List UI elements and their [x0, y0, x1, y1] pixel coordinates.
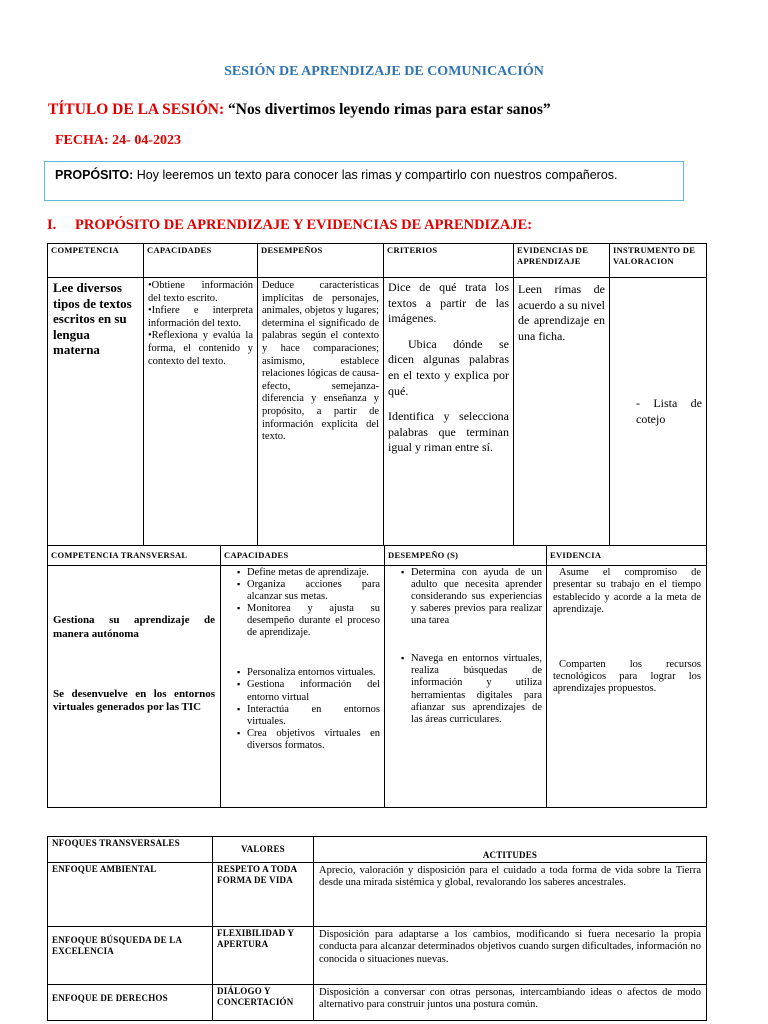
capacidad-transversal-item: ▪ Crea objetivos virtuales en diversos formatos.: [247, 728, 380, 752]
desempeno-transversal-item: ▪ Determina con ayuda de un adulto que necesita aprender considerando sus experiencias y saberes previos para realizar una tarea: [411, 567, 542, 627]
header-evidencias: EVIDENCIAS DE APRENDIZAJE: [514, 244, 610, 278]
evidencia-cell: Leen rimas de acuerdo a su nivel de aprendizaje en una ficha.: [514, 278, 610, 546]
capacidad-item: •Infiere e interpreta información del texto.: [148, 305, 253, 329]
valor-cell: FLEXIBILIDAD Y APERTURA: [213, 927, 314, 985]
table-row: [48, 927, 707, 985]
header-enfoques: NFOQUES TRANSVERSALES: [48, 837, 213, 863]
capacidad-item: •Obtiene información del texto escrito.: [148, 280, 253, 304]
competencia-transversal-item: Gestiona su aprendizaje de manera autónoma: [53, 614, 215, 640]
criterio-item: Identifica y selecciona palabras que terminan igual y riman entre sí.: [388, 409, 509, 455]
purpose-box: [44, 161, 684, 201]
valor-cell: DIÁLOGO Y CONCERTACIÓN: [213, 985, 314, 1021]
criterio-item: Dice de qué trata los textos a partir de las imágenes.: [388, 280, 509, 326]
header-criterios: CRITERIOS: [384, 244, 514, 278]
valor-cell: RESPETO A TODA FORMA DE VIDA: [213, 863, 314, 927]
competencia-transversal-item: Se desenvuelve en los entornos virtuales generados por las TIC: [53, 687, 215, 714]
header-capacidades-transversal: CAPACIDADES: [221, 546, 385, 566]
header-desempeno-transversal: DESEMPEÑO (S): [385, 546, 547, 566]
desempeno-transversal-item: ▪ Navega en entornos virtuales, realiza búsquedas de información y utiliza herramientas digitales para afianzar sus aprendizajes de las áreas curriculares.: [411, 653, 542, 725]
section-heading: [47, 217, 532, 234]
capacidad-item: •Reflexiona y evalúa la forma, el contenido y contexto del texto.: [148, 330, 253, 367]
header-competencia: COMPETENCIA: [48, 244, 144, 278]
enfoque-cell: ENFOQUE BÚSQUEDA DE LA EXCELENCIA: [48, 927, 213, 985]
capacidad-transversal-item: ▪ Define metas de aprendizaje.: [247, 567, 380, 579]
evidencias-transversales-cell: [547, 566, 707, 808]
header-competencia-transversal: COMPETENCIA TRANSVERSAL: [48, 546, 221, 566]
enfoque-cell: ENFOQUE AMBIENTAL: [48, 863, 213, 927]
capacidad-transversal-item: ▪ Personaliza entornos virtuales.: [247, 667, 380, 679]
header-actitudes: ACTITUDES: [314, 837, 707, 863]
header-desempenos: DESEMPEÑOS: [258, 244, 384, 278]
purpose-text: Hoy leeremos un texto para conocer las rimas y compartirlo con nuestros compañeros.: [136, 168, 618, 182]
capacidades-cell: [144, 278, 258, 546]
evidencia-transversal-item: Asume el compromiso de presentar su trabajo en el tiempo establecido y acorde a la meta de aprendizaje.: [553, 567, 701, 616]
table-row: [48, 863, 707, 927]
document-title: SESIÓN DE APRENDIZAJE DE COMUNICACIÓN: [224, 64, 544, 79]
approaches-table: [47, 836, 707, 1021]
enfoque-cell: ENFOQUE DE DERECHOS: [48, 985, 213, 1021]
section-number: I.: [47, 217, 57, 233]
actitud-cell: Aprecio, valoración y disposición para el cuidado a toda forma de vida sobre la Tierra desde una mirada sistémica y global, revalorando los saberes ancestrales.: [314, 863, 707, 927]
header-instrumento: INSTRUMENTO DE VALORACION: [610, 244, 707, 278]
instrumento-cell: - Lista de cotejo: [610, 278, 707, 546]
evidencia-transversal-item: Comparten los recursos tecnológicos para lograr los aprendizajes propuestos.: [553, 658, 701, 695]
criterio-item: Ubica dónde se dicen algunas palabras en el texto y explica por qué.: [388, 336, 509, 398]
capacidad-transversal-item: ▪ Gestiona información del entorno virtual: [247, 679, 380, 703]
session-title: [48, 101, 551, 119]
section-title: PROPÓSITO DE APRENDIZAJE Y EVIDENCIAS DE APRENDIZAJE:: [75, 217, 533, 233]
capacidades-transversales-cell: [221, 566, 385, 808]
competencias-transversales-cell: [48, 566, 221, 808]
capacidad-transversal-item: ▪ Organiza acciones para alcanzar sus metas.: [247, 579, 380, 603]
table-row: [48, 985, 707, 1021]
transversal-table: [47, 545, 707, 808]
header-valores: VALORES: [213, 837, 314, 863]
capacidad-transversal-item: ▪ Monitorea y ajusta su desempeño durante el proceso de aprendizaje.: [247, 603, 380, 639]
learning-purpose-table: [47, 243, 707, 546]
competencia-cell: Lee diversos tipos de textos escritos en su lengua materna: [48, 278, 144, 546]
actitud-cell: Disposición a conversar con otras personas, intercambiando ideas o afectos de modo alternativo para construir juntos una postura común.: [314, 985, 707, 1021]
header-evidencia-transversal: EVIDENCIA: [547, 546, 707, 566]
session-date: FECHA: 24- 04-2023: [55, 133, 181, 148]
session-title-value: “Nos divertimos leyendo rimas para estar sanos”: [228, 101, 551, 118]
purpose-label: PROPÓSITO:: [55, 168, 134, 182]
desempenos-transversales-cell: [385, 566, 547, 808]
desempeno-cell: Deduce características implícitas de personajes, animales, objetos y lugares; determina el significado de palabras según el contexto y hace comparaciones; asimismo, establece relaciones lógicas de causa-efecto, semejanza-diferencia y enseñanza y propósito, a partir de información explícita del texto.: [258, 278, 384, 546]
capacidad-transversal-item: ▪ Interactúa en entornos virtuales.: [247, 704, 380, 728]
session-title-label: TÍTULO DE LA SESIÓN:: [48, 101, 225, 118]
criterios-cell: [384, 278, 514, 546]
actitud-cell: Disposición para adaptarse a los cambios, modificando si fuera necesario la propia conducta para alcanzar determinados objetivos cuando surgen dificultades, información no conocida o situaciones nuevas.: [314, 927, 707, 985]
header-capacidades: CAPACIDADES: [144, 244, 258, 278]
